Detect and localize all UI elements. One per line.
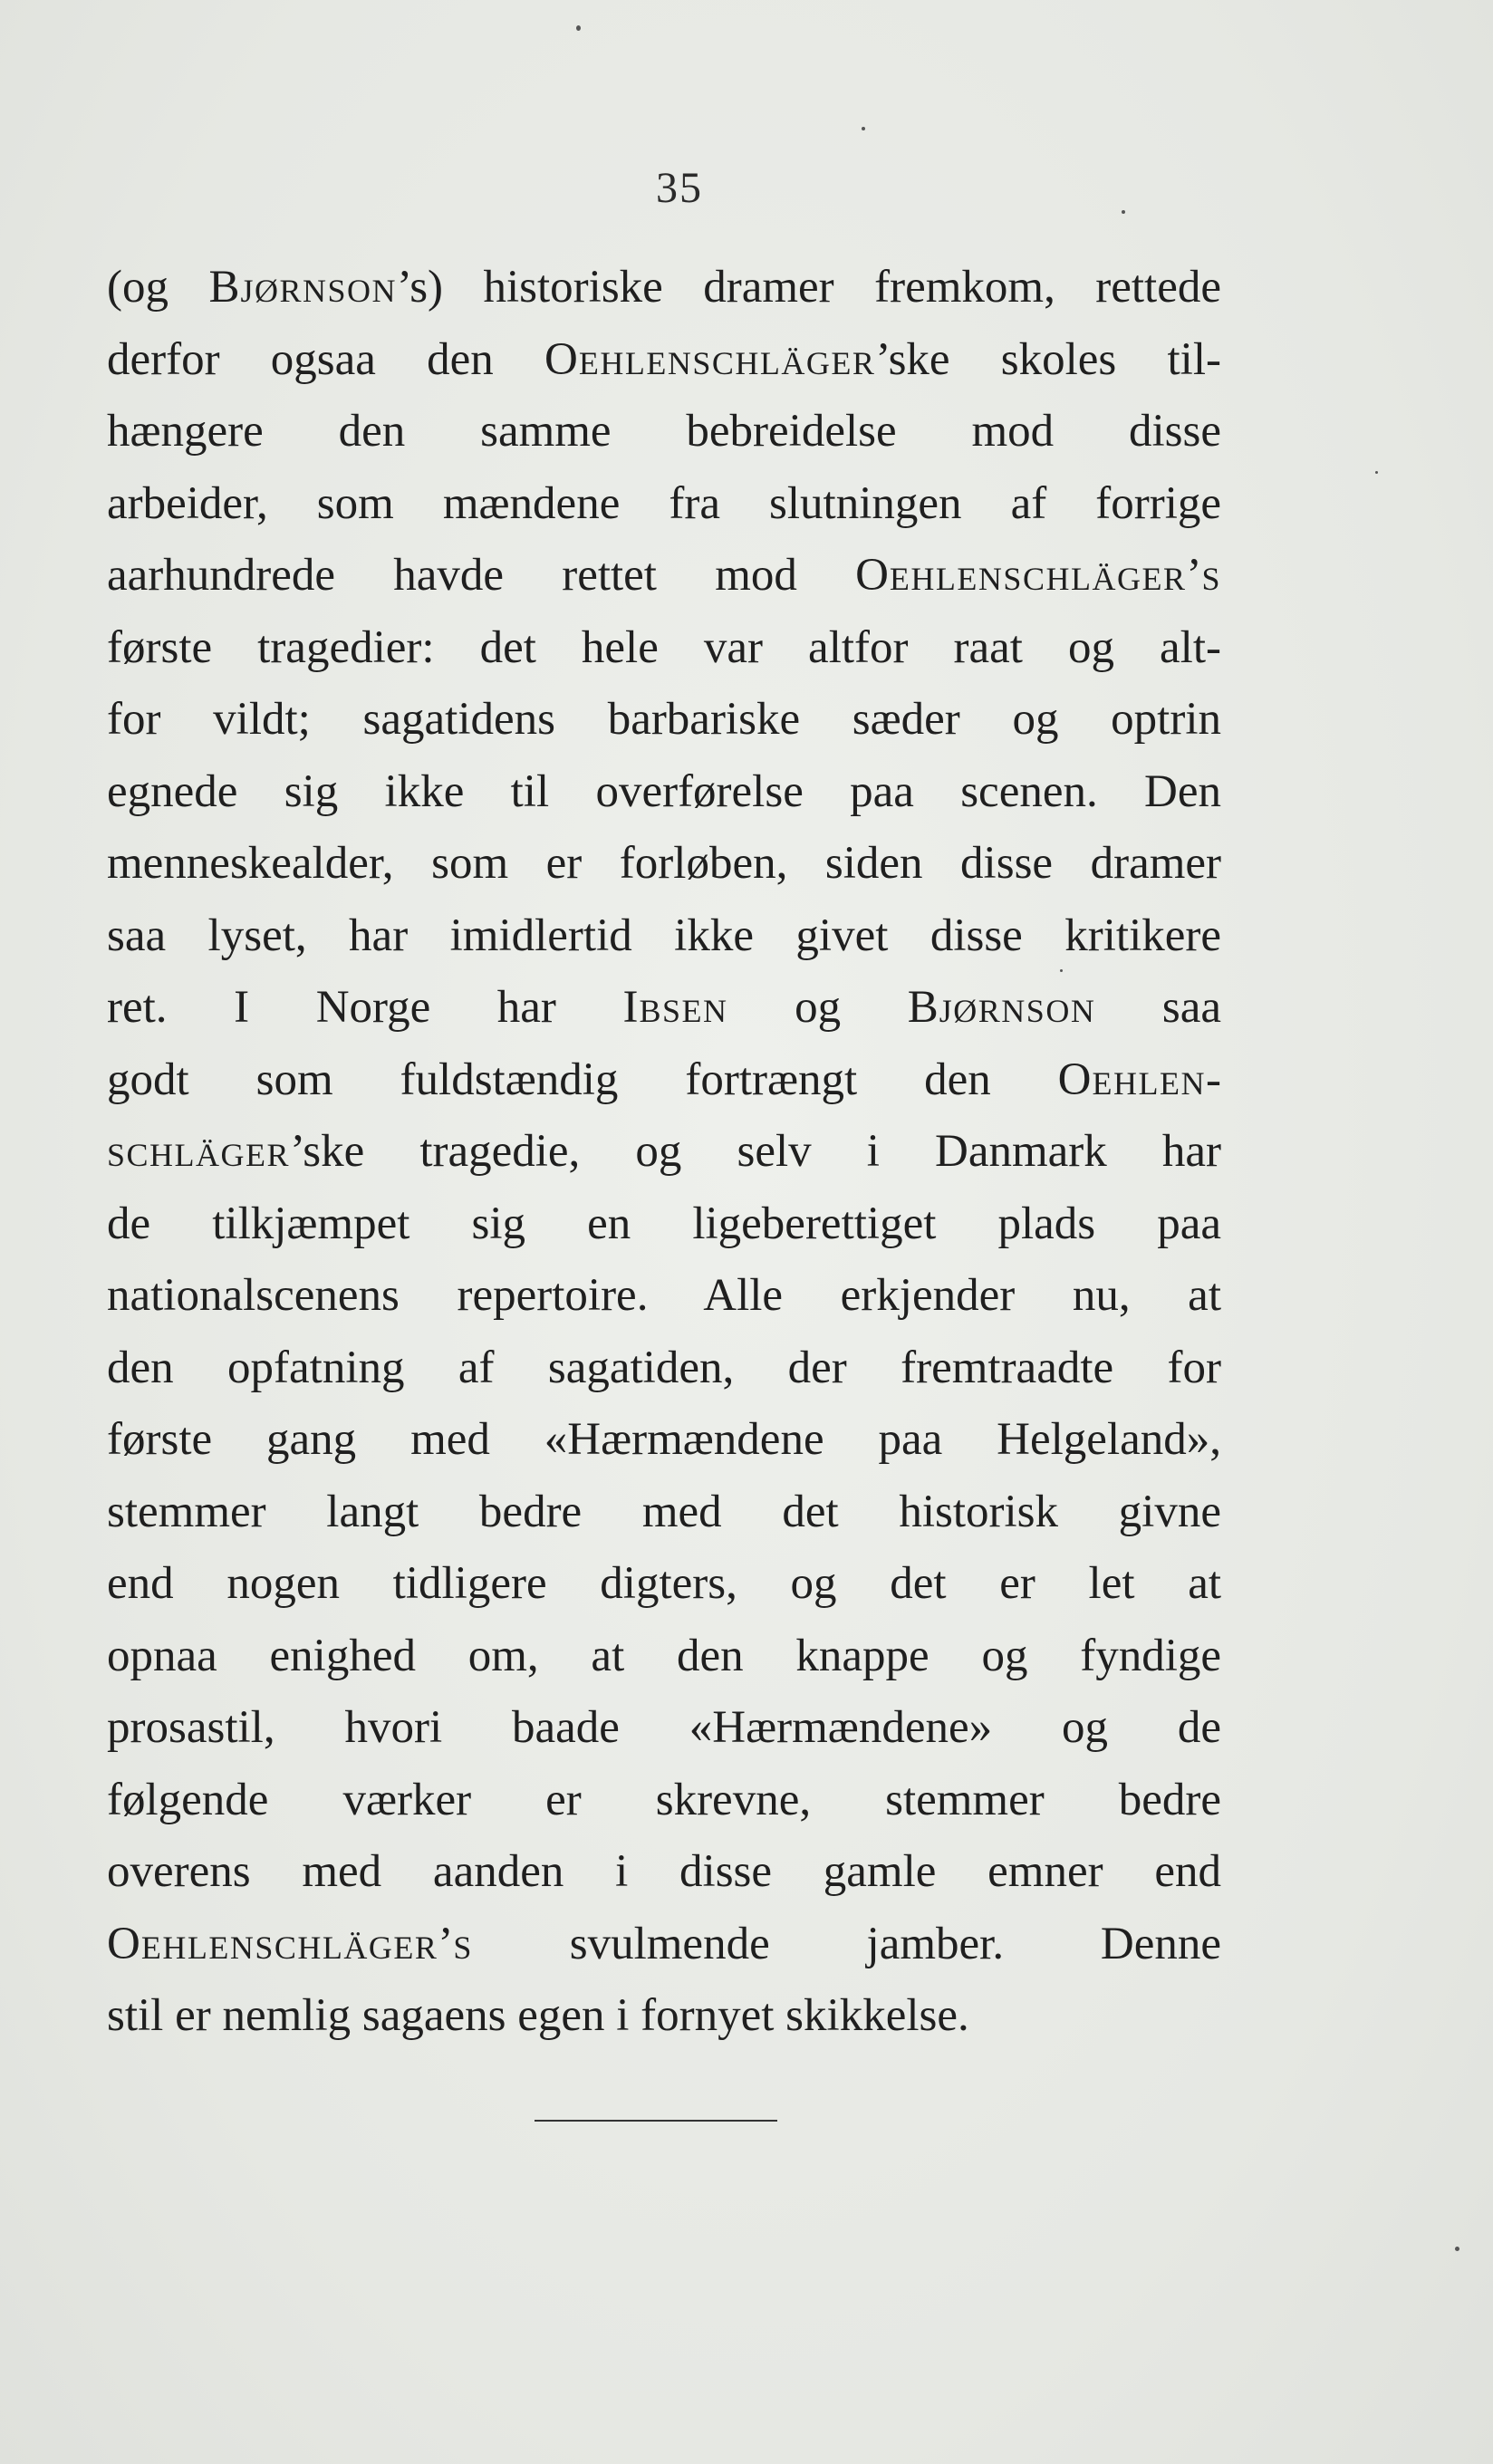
text-run: overens med aanden i disse gamle emner end (107, 1846, 1221, 1897)
small-caps-name: OEHLEN- (1057, 1054, 1221, 1105)
small-caps-name: OEHLENSCHLÄGER’S (107, 1918, 473, 1969)
text-run: arbeider, som mændene fra slutningen af forrige (107, 477, 1221, 529)
paper-speck (1122, 210, 1125, 214)
text-line (107, 1621, 1221, 1693)
text-line (107, 1044, 1221, 1117)
small-caps-name: SCHLÄGER (107, 1137, 291, 1173)
text-run: aarhundrede havde rettet mod (107, 550, 856, 601)
small-caps-name: IBSEN (622, 982, 728, 1033)
text-line (107, 540, 1221, 612)
text-run: prosastil, hvori baade «Hærmændene» og de (107, 1702, 1221, 1753)
text-line (107, 900, 1221, 973)
paper-speck (862, 127, 865, 130)
text-run: menneskealder, som er forløben, siden disse dramer (107, 838, 1221, 889)
paper-speck (576, 25, 581, 31)
text-run: ’ske tragedie, og selv i Danmark har (290, 1126, 1221, 1177)
text-line (107, 1836, 1221, 1909)
text-run: stil er nemlig sagaens egen i fornyet skikkelse. (107, 1990, 969, 2041)
small-caps-name: OEHLENSCHLÄGER (544, 333, 876, 385)
text-line (107, 396, 1221, 468)
text-run: ’ske skoles til- (875, 333, 1221, 385)
text-run: stemmer langt bedre med det historisk givne (107, 1486, 1221, 1537)
text-line (107, 1116, 1221, 1189)
text-run: den opfatning af sagatiden, der fremtraadte for (107, 1342, 1221, 1393)
text-line (107, 1692, 1221, 1765)
body-text (107, 252, 1221, 2053)
text-line (107, 684, 1221, 756)
text-run: ret. I Norge har (107, 982, 623, 1033)
small-caps-name: OEHLENSCHLÄGER’S (855, 550, 1221, 601)
text-run: nationalscenens repertoire. Alle erkjender nu, at (107, 1270, 1221, 1321)
text-line (107, 1548, 1221, 1621)
text-line (107, 828, 1221, 900)
text-run: derfor ogsaa den (107, 333, 544, 385)
text-line (107, 1909, 1221, 1981)
text-run: saa (1095, 982, 1222, 1033)
paper-speck (1375, 471, 1378, 474)
paper-speck (1455, 2247, 1459, 2251)
text-run: de tilkjæmpet sig en ligeberettiget plads paa (107, 1198, 1221, 1249)
text-run: egnede sig ikke til overførelse paa scenen. Den (107, 765, 1221, 817)
text-line (107, 612, 1221, 685)
text-line (107, 324, 1221, 397)
text-run: (og (107, 262, 209, 313)
end-rule (535, 2120, 777, 2122)
text-line (107, 1404, 1221, 1477)
text-run: første tragedier: det hele var altfor raat og alt- (107, 621, 1221, 673)
text-line (107, 252, 1221, 324)
text-line (107, 1765, 1221, 1837)
text-line (107, 972, 1221, 1044)
text-line (107, 1333, 1221, 1405)
text-line (107, 756, 1221, 829)
text-line (107, 1980, 1221, 2053)
text-run: end nogen tidligere digters, og det er let at (107, 1558, 1221, 1609)
text-run: første gang med «Hærmændene paa Helgeland», (107, 1414, 1221, 1465)
text-run: opnaa enighed om, at den knappe og fyndige (107, 1630, 1221, 1681)
text-run: for vildt; sagatidens barbariske sæder og optrin (107, 694, 1221, 745)
text-run: saa lyset, har imidlertid ikke givet disse kritikere (107, 910, 1221, 961)
page-number: 35 (656, 164, 703, 212)
text-line (107, 468, 1221, 541)
text-run: hængere den samme bebreidelse mod disse (107, 406, 1221, 457)
small-caps-name: BJØRNSON (208, 262, 398, 313)
text-run: følgende værker er skrevne, stemmer bedre (107, 1774, 1221, 1825)
text-run: ’s) historiske dramer fremkom, rettede (397, 262, 1221, 313)
text-line (107, 1260, 1221, 1333)
paper-speck (1060, 969, 1063, 972)
small-caps-name: BJØRNSON (907, 982, 1096, 1033)
text-run: og (727, 982, 908, 1033)
text-run: godt som fuldstændig fortrængt den (107, 1054, 1058, 1105)
text-line (107, 1477, 1221, 1549)
text-line (107, 1189, 1221, 1261)
text-run: svulmende jamber. Denne (472, 1918, 1221, 1969)
